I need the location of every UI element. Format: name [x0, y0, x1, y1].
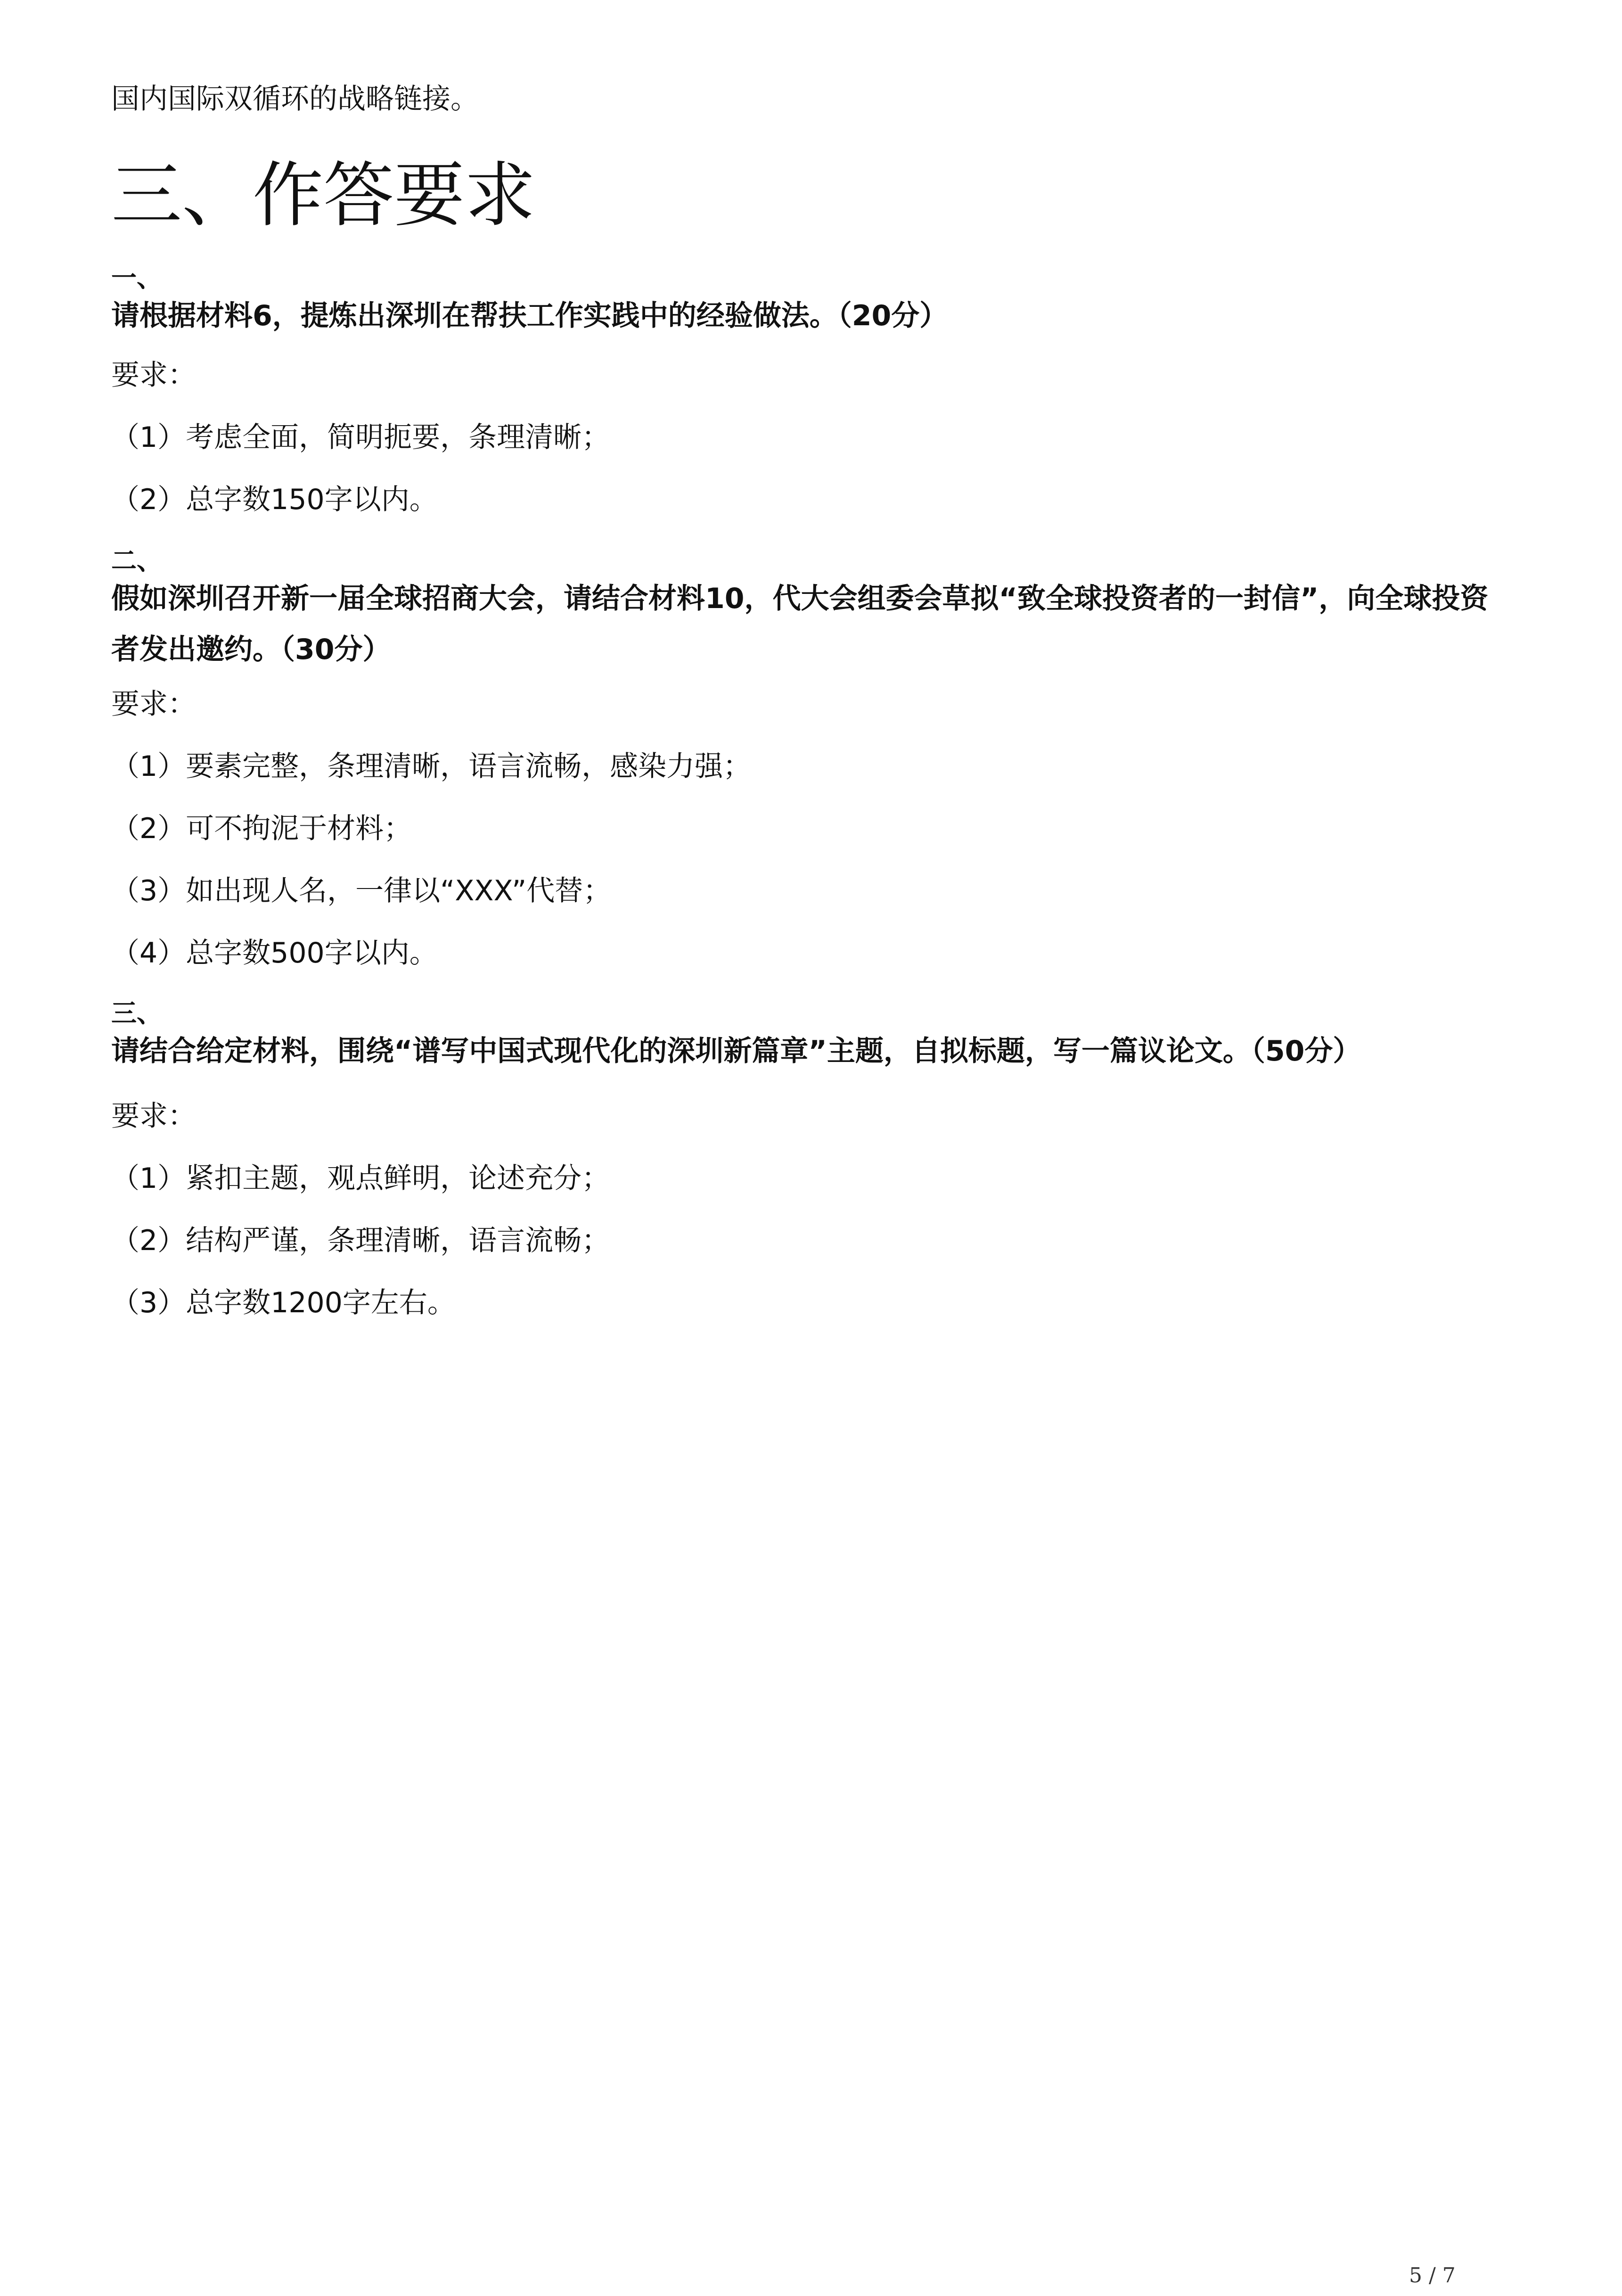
question-1-requirements-label: 要求： — [111, 359, 196, 392]
question-3-requirement-3: （3）总字数1200字左右。 — [111, 1286, 456, 1319]
page-indicator: 5 / 7 — [1409, 2263, 1456, 2288]
question-3-number: 三、 — [111, 998, 162, 1028]
question-2-requirements-label: 要求： — [111, 688, 196, 721]
question-1-requirement-2: （2）总字数150字以内。 — [111, 483, 438, 516]
question-3-requirements-label: 要求： — [111, 1100, 196, 1133]
intro-line: 国内国际双循环的战略链接。 — [111, 82, 479, 115]
question-3-prompt: 请结合给定材料，围绕“谱写中国式现代化的深圳新篇章”主题，自拟标题，写一篇议论文。（50分） — [111, 1035, 1361, 1068]
question-2-requirement-3: （3）如出现人名，一律以“XXX”代替； — [111, 874, 612, 907]
question-2-requirement-2: （2）可不拘泥于材料； — [111, 812, 412, 845]
question-1-number: 一、 — [111, 263, 162, 293]
question-3-requirement-1: （1）紧扣主题，观点鲜明，论述充分； — [111, 1162, 610, 1195]
question-3-requirement-2: （2）结构严谨，条理清晰，语言流畅； — [111, 1224, 610, 1257]
question-2-number: 二、 — [111, 546, 162, 576]
question-2-requirement-4: （4）总字数500字以内。 — [111, 937, 438, 970]
question-2-requirement-1: （1）要素完整，条理清晰，语言流畅，感染力强； — [111, 750, 752, 783]
question-2-prompt: 假如深圳召开新一届全球招商大会，请结合材料10，代大会组委会草拟“致全球投资者的一封信”，向全球投资者发出邀约。（30分） — [111, 582, 1489, 666]
section-title: 三、作答要求 — [111, 155, 536, 237]
question-1-requirement-1: （1）考虑全面，简明扼要，条理清晰； — [111, 421, 610, 454]
question-1-prompt: 请根据材料6，提炼出深圳在帮扶工作实践中的经验做法。（20分） — [111, 299, 948, 332]
